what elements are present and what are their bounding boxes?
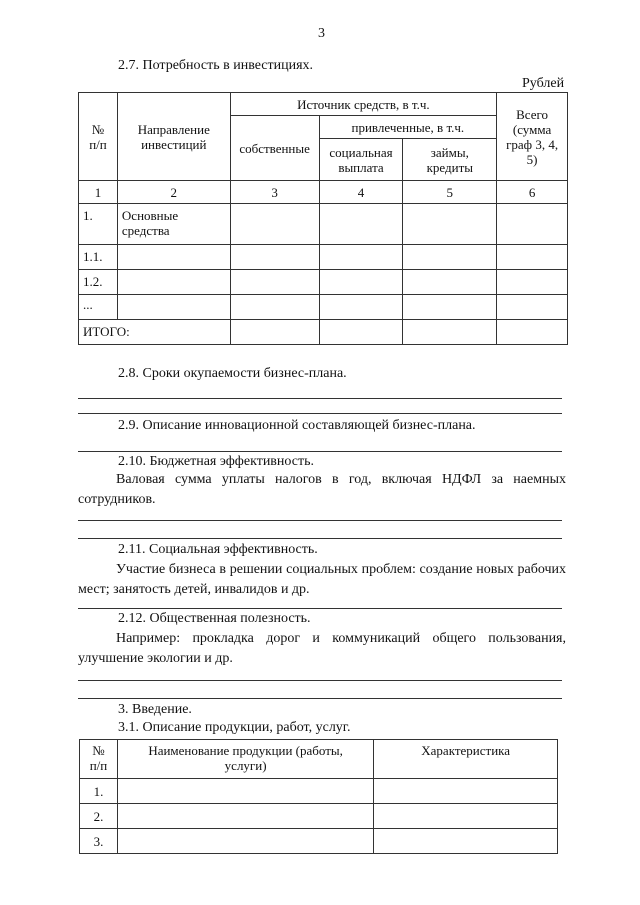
fill-line (78, 520, 562, 521)
header-characteristic: Характеристика (374, 740, 558, 779)
section-2-12-text: Например: прокладка дорог и коммуникаций общего пользования, улучшение экологии и др. (78, 631, 566, 666)
section-3-title: 3. Введение. (118, 702, 192, 717)
header-total: Всего (сумма граф 3, 4, 5) (497, 93, 568, 181)
section-2-11-title: 2.11. Социальная эффективность. (118, 542, 318, 557)
table-row: ... (79, 295, 568, 320)
section-2-10-title: 2.10. Бюджетная эффективность. (118, 454, 314, 469)
header-num: № п/п (79, 93, 118, 181)
table-row: 1. Основные средства (79, 204, 568, 245)
table-row: 1.2. (79, 270, 568, 295)
section-2-8-title: 2.8. Сроки окупаемости бизнес-плана. (118, 366, 347, 381)
header-attracted: привлеченные, в т.ч. (319, 116, 497, 139)
column-numbers-row: 1 2 3 4 5 6 (79, 181, 568, 204)
fill-line (78, 698, 562, 699)
section-3-1-title: 3.1. Описание продукции, работ, услуг. (118, 720, 351, 735)
section-2-7-title: 2.7. Потребность в инвестициях. (118, 58, 314, 73)
fill-line (78, 680, 562, 681)
fill-line (78, 451, 562, 452)
header-product-name: Наименование продукции (работы, услуги) (117, 740, 373, 779)
header-source: Источник средств, в т.ч. (230, 93, 497, 116)
header-loans: займы, кредиты (403, 139, 497, 181)
header-direction: Направление инвестиций (117, 93, 230, 181)
header-social: социальная выплата (319, 139, 403, 181)
investment-table (78, 92, 568, 345)
section-2-10-text: Валовая сумма уплаты налогов в год, включая НДФЛ за наемных сотрудников. (78, 472, 566, 507)
table-row: 3. (80, 829, 558, 854)
fill-line (78, 398, 562, 399)
section-2-11-text: Участие бизнеса в решении социальных проблем: создание новых рабочих мест; занятость детей, инвалидов и др. (78, 562, 566, 597)
fill-line (78, 608, 562, 609)
page-number: 3 (318, 26, 325, 41)
products-table (79, 739, 558, 854)
header-own: собственные (230, 116, 319, 181)
section-2-9-title: 2.9. Описание инновационной составляющей бизнес-плана. (118, 418, 476, 433)
total-row: ИТОГО: (79, 320, 568, 345)
table-row: 1. (80, 779, 558, 804)
table-row: 2. (80, 804, 558, 829)
fill-line (78, 538, 562, 539)
fill-line (78, 413, 562, 414)
header-num: № п/п (80, 740, 118, 779)
currency-label: Рублей (522, 76, 565, 91)
section-2-12-title: 2.12. Общественная полезность. (118, 611, 311, 626)
table-row: 1.1. (79, 245, 568, 270)
